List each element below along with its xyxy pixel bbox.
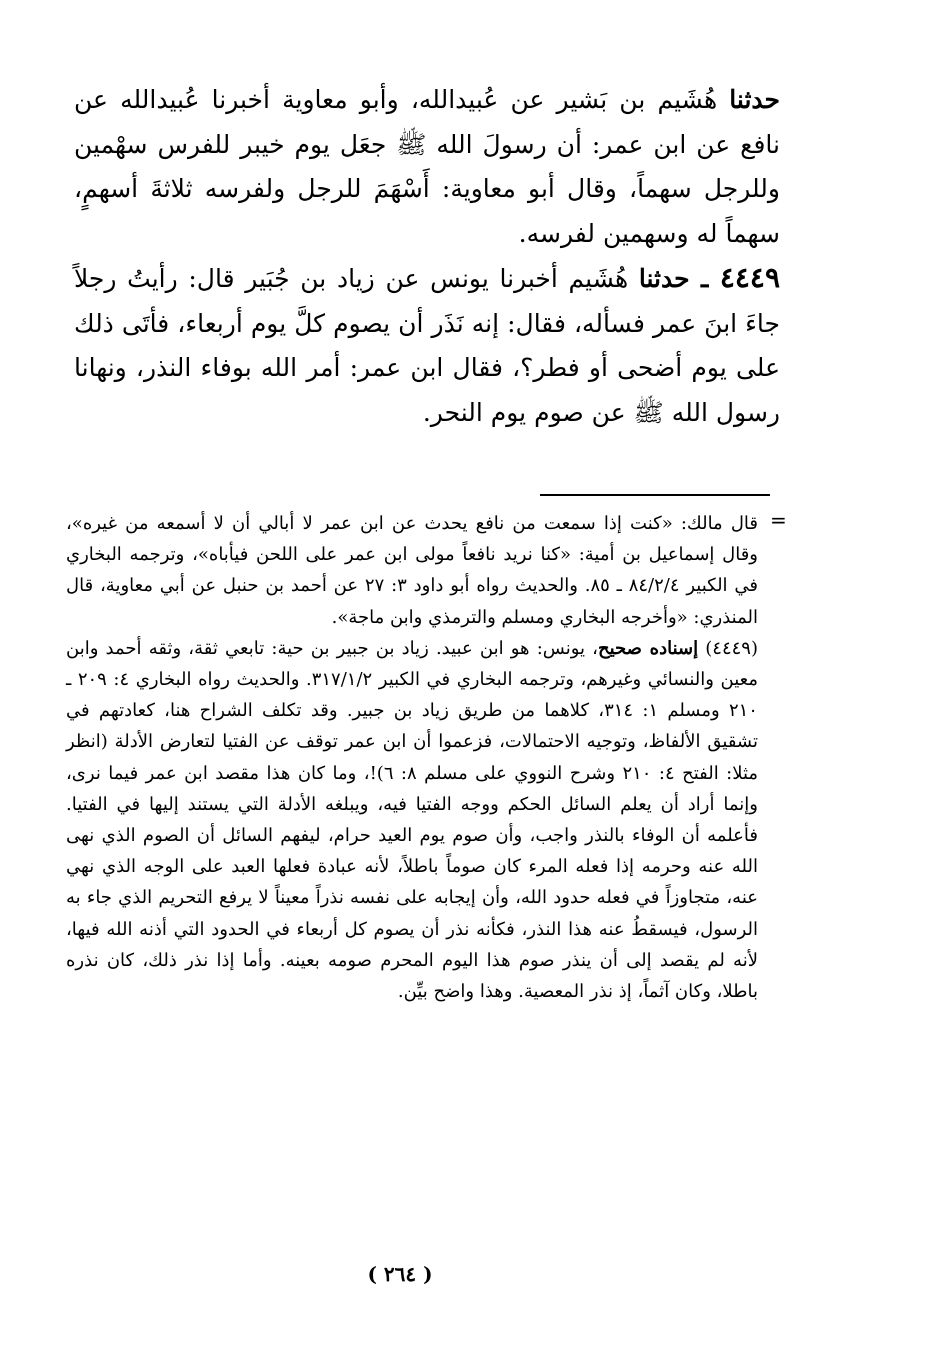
hadith-text: هُشَيم بن بَشير عن عُبيدالله، وأبو معاوية أخبرنا عُبيدالله عن نافع عن ابن عمر: أن رسولَ الله ﷺ جعَل يوم خيبر للفرس سهْمين وللرجل سهماً، وقال أبو معاوية: أَسْهَمَ للرجل ولفرسه ثلاثةَ أسهمٍ، سهماً له وسهمين لفرسه. (74, 85, 780, 248)
footnote-continuation-mark: = (770, 508, 787, 532)
hadith-text: هُشَيم أخبرنا يونس عن زياد بن جُبَير قال: رأيتُ رجلاً جاءَ ابنَ عمر فسأله، فقال: إنه نَذَر أن يصوم كلَّ يوم أربعاء، فأتَى ذلك على يوم أضحى أو فطر؟، فقال ابن عمر: أمر الله بوفاء النذر، ونهانا رسول الله ﷺ عن صوم يوم النحر. (74, 264, 780, 427)
footnote-1: قال مالك: «كنت إذا سمعت من نافع يحدث عن ابن عمر لا أبالي أن لا أسمعه من غيره»، وقال إسماعيل بن أمية: «كنا نريد نافعاً مولى ابن عمر على اللحن فيأباه»، وترجمه البخاري في الكبير ٨٤/٢/٤ ـ ٨٥. والحديث رواه أبو داود ٣: ٢٧ عن أحمد بن حنبل عن أبي معاوية، قال المنذري: «وأخرجه البخاري ومسلم والترمذي وابن ماجة». (66, 513, 758, 628)
footnotes (66, 508, 758, 1007)
hadith-paragraph-1 (74, 78, 780, 256)
footnote-text: ، يونس: هو ابن عبيد. زياد بن جبير بن حية: تابعي ثقة، وثقه أحمد وابن معين والنسائي وغيرهم، وترجمه البخاري في الكبير ٣١٧/١/٢. والحديث رواه البخاري ٤: ٢٠٩ ـ ٢١٠ ومسلم ١: ٣١٤، كلاهما من طريق زياد بن جبير. وقد تكلف الشراح هنا، كعادتهم في تشقيق الألفاظ، وتوجيه الاحتمالات، فزعموا أن ابن عمر توقف عن الفتيا لتعارض الأدلة (انظر مثلا: الفتح ٤: ٢١٠ وشرح النووي على مسلم ٨: ٦)!، وما كان هذا مقصد ابن عمر فيما نرى، وإنما أراد أن يعلم السائل الحكم ووجه الفتيا فيه، ويبلغه الأدلة التي يستند إليها في الفتيا. فأعلمه أن الوفاء بالنذر واجب، وأن صوم يوم العيد حرام، ليفهم السائل أن الصوم الذي نهى الله عنه وحرمه إذا فعله المرء كان صوماً باطلاً، لأنه عبادة فعلها العبد على الوجه الذي نهي عنه، متجاوزاً في فعله حدود الله، وأن إيجابه على نفسه نذراً معيناً لا يرفع التحريم الذي جاء به الرسول، فيسقطُ عنه هذا النذر، فكأنه نذر أن يصوم كل أربعاء في الحدود التي أذنه الله فيها، لأنه لم يقصد إلى أن ينذر صوم هذا اليوم المحرم صومه بعينه. وأما إذا نذر ذلك، كان نذره باطلا، وكان آثماً، إذ نذر المعصية. وهذا واضح بيِّن. (66, 637, 759, 1003)
main-text (74, 78, 780, 435)
hadith-paragraph-2 (74, 256, 780, 435)
footnote-lead: إسناده صحيح (597, 637, 699, 659)
footnote-divider (540, 494, 770, 496)
hadith-dash: ـ (689, 264, 720, 293)
hadith-lead-word: حدثنا (729, 85, 780, 114)
page-number: ( ٢٦٤ ) (367, 1262, 433, 1286)
hadith-lead-word: حدثنا (638, 264, 690, 293)
footnote-number: (٤٤٤٩) (705, 637, 758, 659)
hadith-number: ٤٤٤٩ (719, 261, 780, 294)
footnote-2 (66, 633, 758, 1007)
